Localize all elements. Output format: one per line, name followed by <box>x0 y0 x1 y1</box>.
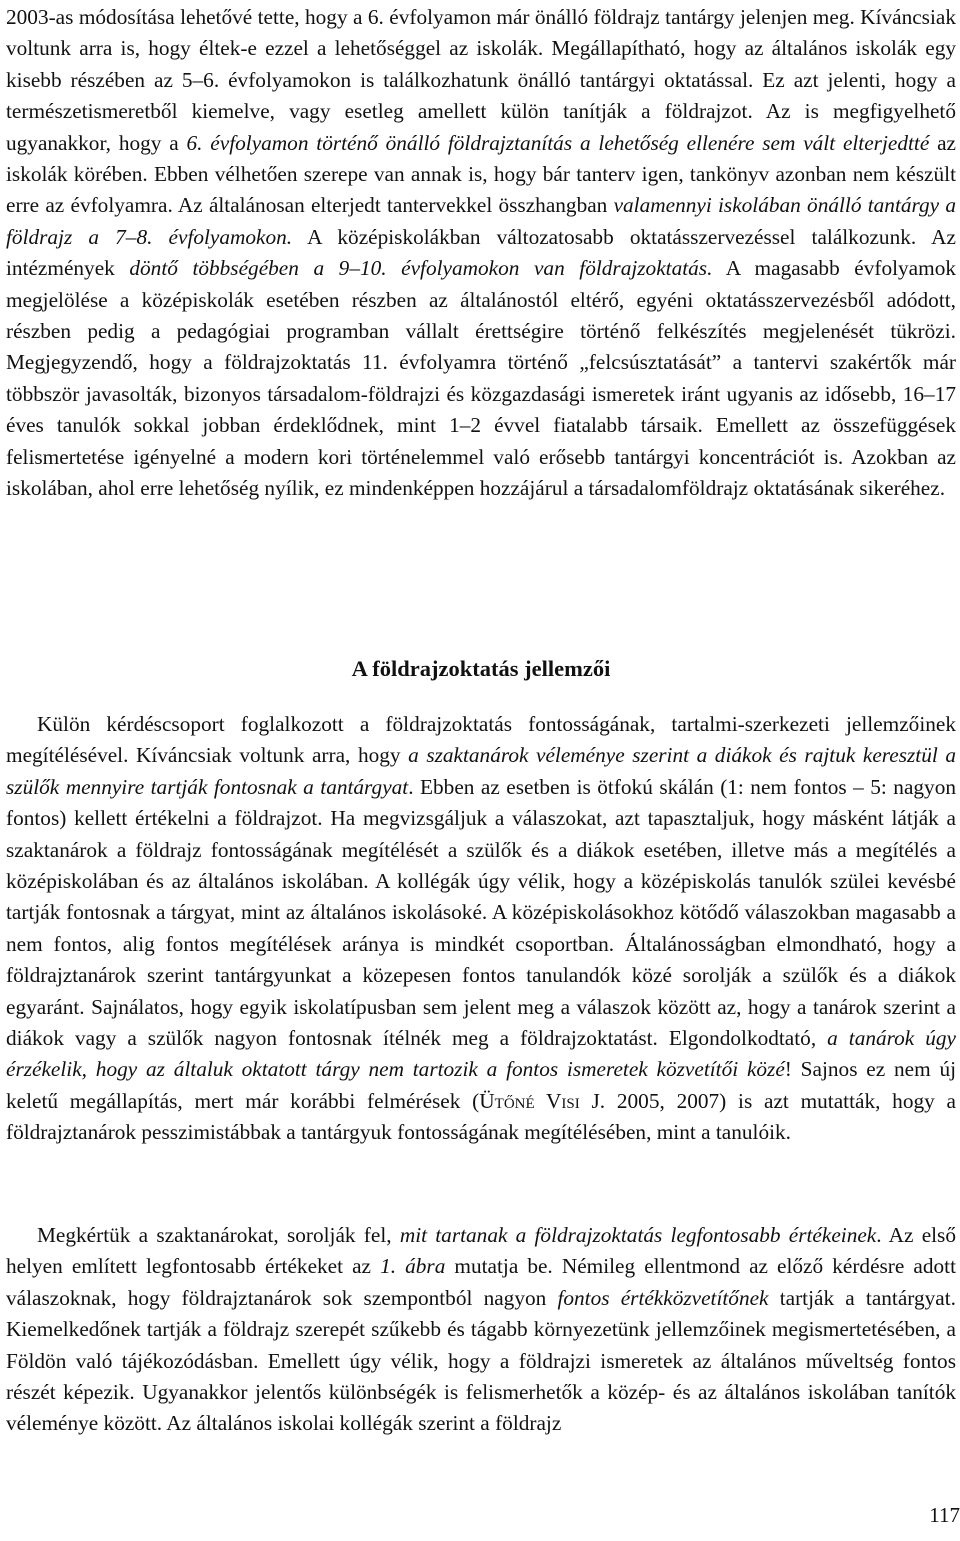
paragraph-3 <box>6 1220 956 1440</box>
italic-text: valamennyi iskolában önálló tantárgy a földrajz a 7–8. évfolyamokon. <box>6 193 957 249</box>
author-name: Ütőné Visi <box>479 1088 580 1113</box>
body-text: ! Sajnos ez nem új keletű megállapítás, mert már korábbi felmérések ( <box>6 1057 957 1113</box>
body-text: mutatja be. Némileg ellentmond az előző kérdésre adott válaszoknak, hogy földrajztanárok sok szempontból nagyon <box>6 1254 956 1310</box>
body-text: . Az első helyen említett legfontosabb értékeket az <box>6 1223 956 1279</box>
paragraph-2 <box>6 709 956 1149</box>
body-text: Külön kérdéscsoport foglalkozott a földrajzoktatás fontosságának, tartalmi-szerkezeti jellemzőinek megítélésével. Kíváncsiak voltunk arra, hogy <box>6 712 956 768</box>
page-number: 117 <box>929 1503 960 1527</box>
body-text: az iskolák körében. Ebben vélhetően szerepe van annak is, hogy bár tanterv igen, tankönyv azonban nem készült erre az évfolyamra. Az általánosan elterjedt tantervekkel összhangban <box>6 130 957 218</box>
italic-text: fontos értékközvetítőnek <box>557 1285 769 1310</box>
body-text: A középiskolákban változatosabb oktatásszervezéssel találkozunk. Az intézmények <box>6 224 956 281</box>
body-text: A magasabb évfolyamok megjelölése a középiskolák esetében részben az általánostól eltérő, egyéni oktatásszervezésből adódott, részben pedig a pedagógiai programban vállalt érettségire történő felkészítés megjelenését tükrözi. Megjegyzendő, hogy a földrajzoktatás 11. évfolyamra történő „felcsúsztatását” a tantervi szakértők már többször javasolták, bizonyos társadalom-földrajzi és közgazdasági ismeretek iránt ugyanis az idősebb, 16–17 éves tanulók sokkal jobban érdeklődnek, mint 1–2 évvel fiatalabb társaik. Emellett az összefüggések felismertetése igényelné a modern kori történelemmel való erősebb tantárgyi koncentrációt is. Azokban az iskolában, ahol erre lehetőség nyílik, ez mindenképpen hozzájárul a társadalomföldrajz oktatásának sikeréhez. <box>6 256 956 501</box>
body-text: 2003-as módosítása lehetővé tette, hogy a 6. évfolyamon már önálló földrajz tantárgy jelenjen meg. Kíváncsiak voltunk arra is, hogy éltek-e ezzel a lehetőséggel az iskolák. Megállapítható, hogy az általános iskolák egy kisebb részében az 5–6. évfolyamokon is találkozhatunk önálló tantárgyi oktatással. Ez azt jelenti, hogy a természetismeretből kiemelve, vagy esetleg amellett külön tanítják a földrajzot. Az is megfigyelhető ugyanakkor, hogy a <box>6 5 956 155</box>
body-text: tartják a tantárgyat. Kiemelkedőnek tartják a földrajz szerepét szűkebb és tágabb környezetünk jellemzőinek megismertetésében, a Földön való tájékozódásban. Emellett úgy vélik, hogy a földrajzi ismeretek az általános műveltség fontos részét képezik. Ugyanakkor jelentős különbségék is felismerhetők a közép- és az általános iskolában tanítók véleménye között. Az általános iskolai kollégák szerint a földrajz <box>6 1285 956 1436</box>
italic-text: 1. ábra <box>380 1254 446 1279</box>
italic-text: döntő többségében a 9–10. évfolyamokon van földrajzoktatás. <box>129 256 713 281</box>
italic-text: mit tartanak a földrajzoktatás legfontosabb értékeinek <box>399 1223 877 1247</box>
body-text: Megkértük a szaktanárokat, sorolják fel, <box>37 1223 400 1247</box>
italic-text: a szaktanárok véleménye szerint a diákok és rajtuk keresztül a szülők mennyire tartják fontosnak a tantárgyat <box>6 743 956 799</box>
section-heading: A földrajzoktatás jellemzői <box>351 656 611 681</box>
italic-text: 6. évfolyamon történő önálló földrajztanítás a lehetőség ellenére sem vált elterjedtté <box>186 130 930 155</box>
body-text: J. 2005, 2007) is azt mutatták, hogy a földrajztanárok pesszimistábbak a tantárgyuk fontosságának megítélésében, mint a tanulóik. <box>6 1088 956 1145</box>
paragraph-1 <box>6 2 956 505</box>
body-text: . Ebben az esetben is ötfokú skálán (1: nem fontos – 5: nagyon fontos) kellett értékelni a földrajzot. Ha megvizsgáljuk a válaszokat, azt tapasztaljuk, hogy másként látják a szaktanárok a földrajz fontosságának megítélését a szülők és a diákok esetében, illetve más a megítélés a középiskolában és az általános iskolában. A kollégák úgy vélik, hogy a középiskolás tanulók szülei kevésbé tartják fontosnak a tárgyat, mint az általános iskolásoké. A középiskolásokhoz kötődő válaszokban magasabb a nem fontos, alig fontos megítélések aránya is mindkét csoportban. Általánosságban elmondható, hogy a földrajztanárok szerint tantárgyunkat a közepesen fontos tanulandók közé sorolják a szülők és a diákok egyaránt. Sajnálatos, hogy egyik iskolatípusban sem jelent meg a válaszok között az, hogy a tanárok szerint a diákok vagy a szülők nagyon fontosnak ítélnék meg a földrajzoktatást. Elgondolkodtató, <box>6 774 956 1051</box>
italic-text: a tanárok úgy érzékelik, hogy az általuk oktatott tárgy nem tartozik a fontos ismeretek közvetítői közé <box>6 1026 956 1082</box>
